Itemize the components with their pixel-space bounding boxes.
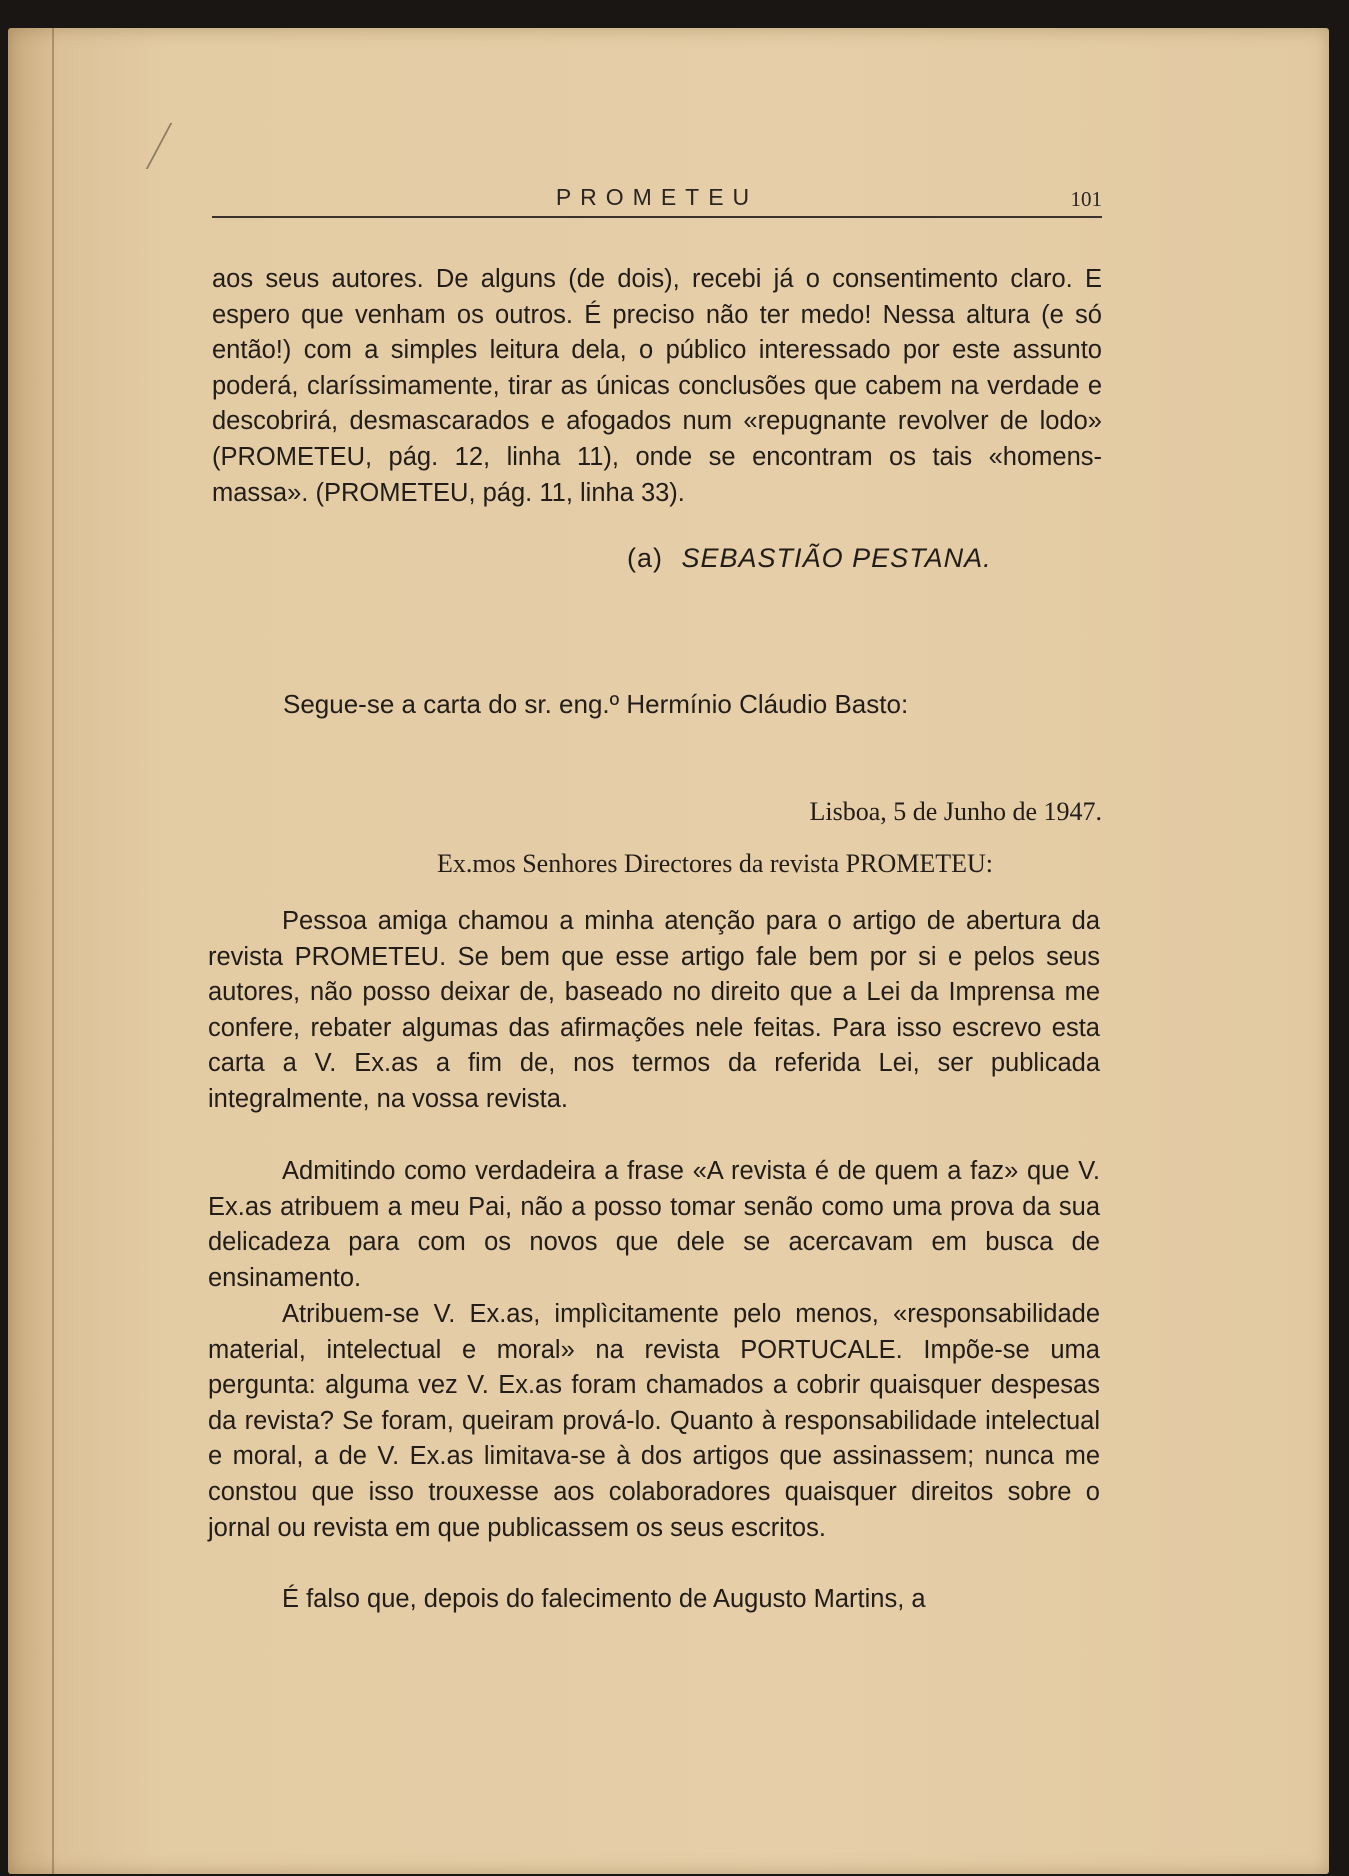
letter-paragraph-1: Pessoa amiga chamou a minha atenção para o artigo de abertura da revista PROMETEU. Se bem que esse artigo fale bem por si e pelos seus autores, não posso deixar de, baseado no direito que a Lei da Imprensa me confere, rebater algumas das afirmações nele feitas. Para isso escrevo esta carta a V. Ex.as a fim de, nos termos da referida Lei, ser publicada integralmente, na vossa revista. — [208, 907, 1100, 1113]
letter-paragraph-3: Atribuem-se V. Ex.as, implìcitamente pelo menos, «responsabilidade material, intelectual e moral» na revista PORTUCALE. Impõe-se uma pergunta: alguma vez V. Ex.as foram chamados a cobrir quaisquer despesas da revista? Se foram, queiram prová-lo. Quanto à responsabilidade intelectual e moral, a de V. Ex.as limitava-se à dos artigos que assinassem; nunca me constou que isso trouxesse aos colaboradores quaisquer direitos sobre o jornal ou revista em que publicassem os seus escritos. — [208, 1300, 1100, 1542]
binding-edge — [52, 28, 54, 1874]
page-number: 101 — [1070, 187, 1102, 211]
signature-prefix: (a) — [627, 543, 663, 573]
pencil-mark — [146, 123, 194, 169]
header-rule — [212, 216, 1102, 218]
letter-paragraph-2: Admitindo como verdadeira a frase «A revista é de quem a faz» que V. Ex.as atribuem a meu Pai, não a posso tomar senão como uma prova da sua delicadeza para com os novos que dele se acercavam em busca de ensinamento. — [208, 1157, 1100, 1292]
letter-intro: Segue-se a carta do sr. eng.º Hermínio Cláudio Basto: — [283, 689, 909, 719]
signature-name: SEBASTIÃO PESTANA. — [681, 543, 992, 573]
letter-date: Lisboa, 5 de Junho de 1947. — [809, 797, 1102, 826]
page-header — [212, 184, 1102, 216]
running-title: PROMETEU — [555, 184, 759, 210]
signature — [627, 543, 992, 574]
letter-paragraph-4: É falso que, depois do falecimento de Augusto Martins, a — [282, 1585, 926, 1613]
letter-salutation: Ex.mos Senhores Directores da revista PROMETEU: — [437, 849, 994, 878]
opening-paragraph: aos seus autores. De alguns (de dois), recebi já o consentimento claro. E espero que venham os outros. É preciso não ter medo! Nessa altura (e só então!) com a simples leitura dela, o público interessado por este assunto poderá, claríssimamente, tirar as únicas conclusões que cabem na verdade e descobrirá, desmascarados e afogados num «repugnante revolver de lodo» (PROMETEU, pág. 12, linha 11), onde se encontram os tais «homens-massa». (PROMETEU, pág. 11, linha 33). — [212, 265, 1102, 507]
